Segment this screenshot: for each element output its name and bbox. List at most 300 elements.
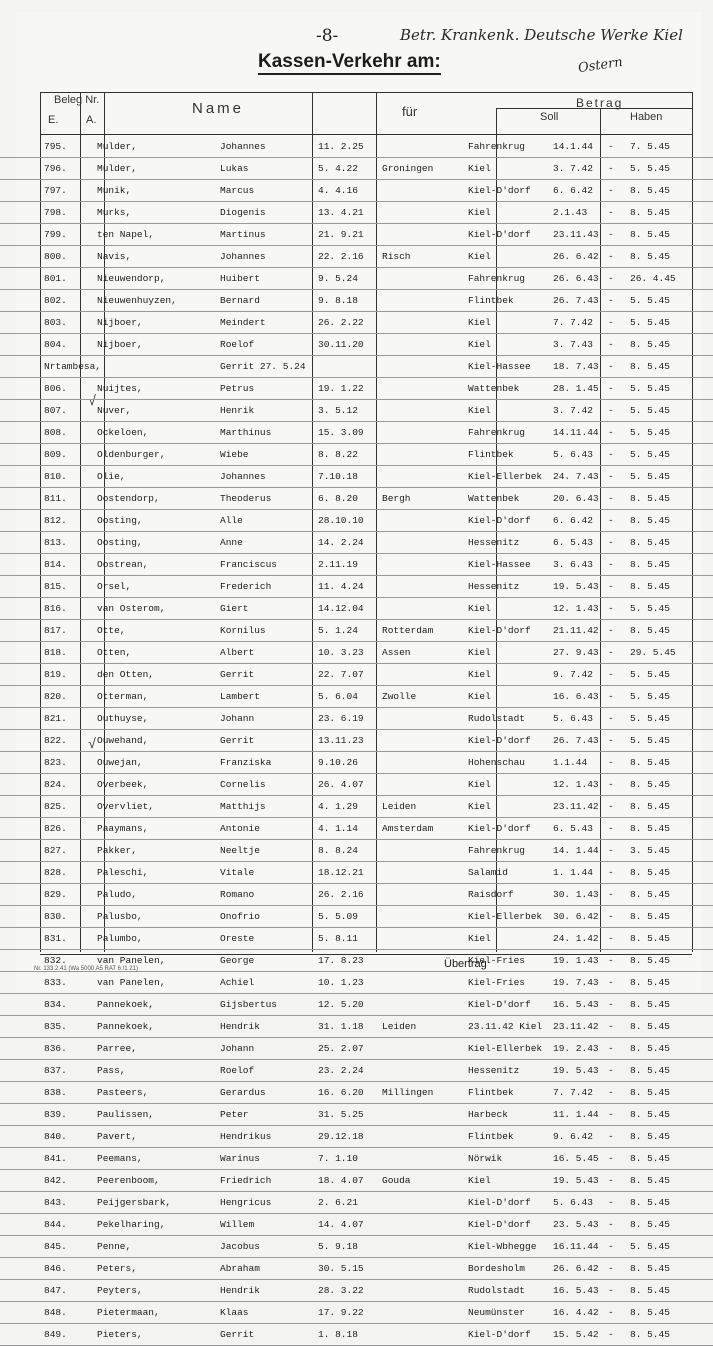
cell-soll: 3. 6.43 [553, 559, 593, 570]
header-bottom-rule [40, 134, 692, 135]
cell-dest: Fahrenkrug [468, 141, 526, 152]
cell-given: Jacobus [220, 1241, 260, 1252]
table-row [0, 774, 713, 796]
table-row [0, 268, 713, 290]
cell-haben: 8. 5.45 [630, 823, 670, 834]
cell-soll: 14.1.44 [553, 141, 593, 152]
cell-soll: 9. 6.42 [553, 1131, 593, 1142]
cell-given: George [220, 955, 255, 966]
col-haben: Haben [630, 111, 663, 123]
cell-soll: 26. 7.43 [553, 735, 599, 746]
cell-dest: Kiel [468, 933, 491, 944]
cell-sha: - [608, 1307, 614, 1318]
cell-num: 833. [44, 977, 67, 988]
cell-soll: 7. 7.42 [553, 317, 593, 328]
cell-date: 22. 2.16 [318, 251, 364, 262]
table-row [0, 202, 713, 224]
cell-dest: Kiel-D'dorf [468, 1219, 531, 1230]
cell-given: Achiel [220, 977, 255, 988]
cell-soll: 3. 7.43 [553, 339, 593, 350]
cell-date: 30. 5.15 [318, 1263, 364, 1274]
cell-soll: 7. 7.42 [553, 1087, 593, 1098]
cell-num: 809. [44, 449, 67, 460]
cell-given: Johannes [220, 251, 266, 262]
table-row [0, 1170, 713, 1192]
cell-sha: - [608, 1263, 614, 1274]
cell-surname: Peerenboom, [97, 1175, 160, 1186]
cell-given: Abraham [220, 1263, 260, 1274]
cell-soll: 3. 7.42 [553, 405, 593, 416]
cell-sha: - [608, 361, 614, 372]
cell-sha: - [608, 581, 614, 592]
cell-date: 2.11.19 [318, 559, 358, 570]
cell-given: Lambert [220, 691, 260, 702]
cell-haben: 5. 5.45 [630, 1241, 670, 1252]
cell-dest: Kiel-D'dorf [468, 823, 531, 834]
cell-date: 4. 1.29 [318, 801, 358, 812]
cell-num: 800. [44, 251, 67, 262]
cell-dest: Kiel [468, 647, 491, 658]
cell-sha: - [608, 1021, 614, 1032]
cell-num: 798. [44, 207, 67, 218]
cell-haben: 8. 5.45 [630, 537, 670, 548]
cell-dest: Hessenitz [468, 1065, 520, 1076]
cell-surname: Pavert, [97, 1131, 137, 1142]
cell-haben: 8. 5.45 [630, 1065, 670, 1076]
cell-sha: - [608, 1109, 614, 1120]
cell-date: 18.12.21 [318, 867, 364, 878]
cell-dest: Nörwik [468, 1153, 503, 1164]
cell-fuer: Millingen [382, 1087, 434, 1098]
cell-given: Hendrik [220, 1021, 260, 1032]
cell-surname: Murks, [97, 207, 132, 218]
header-top-rule [40, 92, 692, 93]
cell-dest: Kiel [468, 1175, 491, 1186]
cell-sha: - [608, 537, 614, 548]
cell-sha: - [608, 1285, 614, 1296]
cell-num: 825. [44, 801, 67, 812]
cell-num: 832. [44, 955, 67, 966]
cell-surname: Nijboer, [97, 339, 143, 350]
cell-dest: Kiel [468, 691, 491, 702]
cell-dest: Rudolstadt [468, 713, 526, 724]
cell-surname: Nuijtes, [97, 383, 143, 394]
table-row [0, 1236, 713, 1258]
cell-surname: Pannekoek, [97, 1021, 155, 1032]
cell-dest: Fahrenkrug [468, 845, 526, 856]
cell-given: Gerrit [220, 669, 255, 680]
table-row [0, 664, 713, 686]
cell-haben: 8. 5.45 [630, 515, 670, 526]
cell-num: 848. [44, 1307, 67, 1318]
cell-dest: Kiel-D'dorf [468, 515, 531, 526]
cell-date: 4. 4.16 [318, 185, 358, 196]
cell-given: Matthijs [220, 801, 266, 812]
cell-soll: 14. 1.44 [553, 845, 599, 856]
cell-fuer: Bergh [382, 493, 411, 504]
cell-soll: 5. 6.43 [553, 713, 593, 724]
cell-haben: 8. 5.45 [630, 977, 670, 988]
cell-soll: 19. 7.43 [553, 977, 599, 988]
cell-haben: 8. 5.45 [630, 559, 670, 570]
cell-num: 802. [44, 295, 67, 306]
cell-num: 829. [44, 889, 67, 900]
cell-num: 838. [44, 1087, 67, 1098]
cell-haben: 8. 5.45 [630, 999, 670, 1010]
cell-haben: 8. 5.45 [630, 251, 670, 262]
cell-sha: - [608, 185, 614, 196]
cell-surname: Oosting, [97, 537, 143, 548]
cell-date: 13. 4.21 [318, 207, 364, 218]
cell-dest: Kiel [468, 669, 491, 680]
cell-surname: Overvliet, [97, 801, 155, 812]
cell-soll: 23.11.42 [553, 1021, 599, 1032]
cell-haben: 5. 5.45 [630, 603, 670, 614]
cell-date: 21. 9.21 [318, 229, 364, 240]
cell-soll: 3. 7.42 [553, 163, 593, 174]
cell-given: Neeltje [220, 845, 260, 856]
table-row [0, 796, 713, 818]
cell-num: Nrtambesa, [44, 361, 102, 372]
cell-sha: - [608, 1219, 614, 1230]
cell-surname: Mulder, [97, 141, 137, 152]
cell-sha: - [608, 1131, 614, 1142]
table-row [0, 862, 713, 884]
table-row [0, 488, 713, 510]
cell-date: 23. 2.24 [318, 1065, 364, 1076]
cell-sha: - [608, 911, 614, 922]
table-row [0, 466, 713, 488]
cell-num: 796. [44, 163, 67, 174]
cell-num: 839. [44, 1109, 67, 1120]
cell-surname: Paleschi, [97, 867, 149, 878]
cell-soll: 16. 4.42 [553, 1307, 599, 1318]
cell-given: Anne [220, 537, 243, 548]
cell-num: 842. [44, 1175, 67, 1186]
cell-fuer: Risch [382, 251, 411, 262]
cell-date: 5. 5.09 [318, 911, 358, 922]
cell-soll: 23. 5.43 [553, 1219, 599, 1230]
cell-dest: Kiel-D'dorf [468, 735, 531, 746]
cell-soll: 16. 5.43 [553, 999, 599, 1010]
check-mark: √ [88, 394, 97, 410]
cell-dest: Raisdorf [468, 889, 514, 900]
col-a: A. [86, 114, 97, 126]
cell-sha: - [608, 647, 614, 658]
cell-soll: 2.1.43 [553, 207, 588, 218]
table-row [0, 224, 713, 246]
cell-given: Johann [220, 1043, 255, 1054]
uebertrag-label: Übertrag [444, 958, 487, 970]
cell-given: Marcus [220, 185, 255, 196]
table-row [0, 532, 713, 554]
cell-given: Roelof [220, 1065, 255, 1076]
cell-surname: Pass, [97, 1065, 126, 1076]
cell-date: 2. 6.21 [318, 1197, 358, 1208]
cell-given: Klaas [220, 1307, 249, 1318]
cell-dest: Kiel-Hassee [468, 361, 531, 372]
cell-num: 806. [44, 383, 67, 394]
cell-haben: 8. 5.45 [630, 1109, 670, 1120]
cell-sha: - [608, 515, 614, 526]
table-row [0, 730, 713, 752]
table-row [0, 708, 713, 730]
table-row [0, 356, 713, 378]
cell-surname: Peijgersbark, [97, 1197, 172, 1208]
cell-haben: 8. 5.45 [630, 1263, 670, 1274]
cell-haben: 5. 5.45 [630, 471, 670, 482]
cell-haben: 8. 5.45 [630, 1285, 670, 1296]
cell-given: Romano [220, 889, 255, 900]
cell-haben: 8. 5.45 [630, 1043, 670, 1054]
cell-soll: 19. 5.43 [553, 1175, 599, 1186]
cell-soll: 6. 6.42 [553, 185, 593, 196]
cell-sha: - [608, 1197, 614, 1208]
cell-sha: - [608, 339, 614, 350]
cell-dest: Kiel-D'dorf [468, 185, 531, 196]
cell-surname: Pekelharing, [97, 1219, 166, 1230]
cell-surname: Mulder, [97, 163, 137, 174]
table-row [0, 686, 713, 708]
cell-dest: Kiel-D'dorf [468, 229, 531, 240]
cell-surname: Munik, [97, 185, 132, 196]
cell-given: Marthinus [220, 427, 272, 438]
cell-num: 824. [44, 779, 67, 790]
cell-surname: Olie, [97, 471, 126, 482]
cell-given: Meindert [220, 317, 266, 328]
cell-given: Roelof [220, 339, 255, 350]
cell-dest: Flintbek [468, 1087, 514, 1098]
cell-num: 837. [44, 1065, 67, 1076]
table-row [0, 1192, 713, 1214]
cell-surname: Overbeek, [97, 779, 149, 790]
cell-date: 28.10.10 [318, 515, 364, 526]
table-row [0, 1104, 713, 1126]
cell-given: Gerrit [220, 735, 255, 746]
cell-given: Johann [220, 713, 255, 724]
page-title: Kassen-Verkehr am: [258, 51, 441, 75]
cell-sha: - [608, 163, 614, 174]
cell-sha: - [608, 801, 614, 812]
cell-num: 808. [44, 427, 67, 438]
cell-haben: 5. 5.45 [630, 713, 670, 724]
cell-surname: Nuver, [97, 405, 132, 416]
cell-soll: 18. 7.43 [553, 361, 599, 372]
cell-haben: 8. 5.45 [630, 933, 670, 944]
col-soll: Soll [540, 111, 559, 123]
cell-surname: Pieters, [97, 1329, 143, 1340]
cell-date: 16. 6.20 [318, 1087, 364, 1098]
cell-given: Huibert [220, 273, 260, 284]
cell-sha: - [608, 405, 614, 416]
table-row [0, 642, 713, 664]
cell-haben: 5. 5.45 [630, 427, 670, 438]
cell-sha: - [608, 889, 614, 900]
cell-dest: Kiel [468, 801, 491, 812]
cell-dest: Bordesholm [468, 1263, 526, 1274]
cell-given: Johannes [220, 471, 266, 482]
table-row [0, 576, 713, 598]
cell-date: 10. 1.23 [318, 977, 364, 988]
cell-given: Friedrich [220, 1175, 272, 1186]
cell-surname: Pannekoek, [97, 999, 155, 1010]
cell-haben: 8. 5.45 [630, 1307, 670, 1318]
cell-sha: - [608, 273, 614, 284]
cell-sha: - [608, 295, 614, 306]
table-row [0, 1038, 713, 1060]
cell-date: 9.10.26 [318, 757, 358, 768]
cell-surname: Nijboer, [97, 317, 143, 328]
table-row [0, 510, 713, 532]
cell-sha: - [608, 625, 614, 636]
cell-given: Johannes [220, 141, 266, 152]
cell-dest: Hessenitz [468, 581, 520, 592]
cell-date: 5. 6.04 [318, 691, 358, 702]
cell-sha: - [608, 955, 614, 966]
cell-haben: 26. 4.45 [630, 273, 676, 284]
cell-date: 11. 2.25 [318, 141, 364, 152]
cell-dest: Fahrenkrug [468, 427, 526, 438]
cell-surname: den Otten, [97, 669, 155, 680]
cell-surname: Ouwejan, [97, 757, 143, 768]
cell-date: 5. 8.11 [318, 933, 358, 944]
table-row [0, 290, 713, 312]
cell-soll: 26. 7.43 [553, 295, 599, 306]
cell-date: 8. 8.22 [318, 449, 358, 460]
cell-surname: Palumbo, [97, 933, 143, 944]
cell-haben: 5. 5.45 [630, 295, 670, 306]
cell-num: 814. [44, 559, 67, 570]
cell-haben: 8. 5.45 [630, 361, 670, 372]
cell-haben: 8. 5.45 [630, 207, 670, 218]
cell-soll: 6. 5.43 [553, 823, 593, 834]
cell-dest: Kiel [468, 603, 491, 614]
table-row [0, 312, 713, 334]
cell-num: 807. [44, 405, 67, 416]
cell-date: 26. 4.07 [318, 779, 364, 790]
cell-sha: - [608, 757, 614, 768]
cell-soll: 20. 6.43 [553, 493, 599, 504]
cell-surname: Navis, [97, 251, 132, 262]
cell-given: Lukas [220, 163, 249, 174]
cell-sha: - [608, 999, 614, 1010]
cell-date: 31. 1.18 [318, 1021, 364, 1032]
cell-dest: Kiel [468, 163, 491, 174]
table-row [0, 1214, 713, 1236]
cell-date: 25. 2.07 [318, 1043, 364, 1054]
cell-haben: 8. 5.45 [630, 229, 670, 240]
cell-sha: - [608, 1087, 614, 1098]
cell-soll: 6. 6.42 [553, 515, 593, 526]
col-e: E. [48, 114, 59, 126]
cell-haben: 5. 5.45 [630, 691, 670, 702]
cell-haben: 8. 5.45 [630, 493, 670, 504]
cell-haben: 5. 5.45 [630, 405, 670, 416]
cell-given: Gerrit 27. 5.24 [220, 361, 306, 372]
page-number: -8- [316, 26, 339, 46]
cell-haben: 8. 5.45 [630, 801, 670, 812]
table-row [0, 334, 713, 356]
table-row [0, 1148, 713, 1170]
handwritten-note: Betr. Krankenk. Deutsche Werke Kiel [400, 26, 683, 44]
cell-date: 3. 5.12 [318, 405, 358, 416]
cell-num: 845. [44, 1241, 67, 1252]
cell-soll: 5. 6.43 [553, 1197, 593, 1208]
table-row [0, 422, 713, 444]
cell-haben: 8. 5.45 [630, 1087, 670, 1098]
table-row [0, 180, 713, 202]
table-row [0, 752, 713, 774]
cell-surname: Palusbo, [97, 911, 143, 922]
cell-given: Antonie [220, 823, 260, 834]
table-row [0, 1126, 713, 1148]
cell-haben: 8. 5.45 [630, 757, 670, 768]
cell-date: 17. 8.23 [318, 955, 364, 966]
cell-num: 813. [44, 537, 67, 548]
table-row [0, 1016, 713, 1038]
cell-given: Oreste [220, 933, 255, 944]
cell-date: 26. 2.16 [318, 889, 364, 900]
cell-soll: 19. 5.43 [553, 1065, 599, 1076]
cell-sha: - [608, 1175, 614, 1186]
cell-num: 835. [44, 1021, 67, 1032]
cell-date: 15. 3.09 [318, 427, 364, 438]
cell-soll: 30. 6.42 [553, 911, 599, 922]
table-row [0, 444, 713, 466]
cell-sha: - [608, 669, 614, 680]
cell-soll: 16. 6.43 [553, 691, 599, 702]
cell-date: 18. 4.07 [318, 1175, 364, 1186]
cell-soll: 23.11.42 [553, 801, 599, 812]
cell-haben: 8. 5.45 [630, 1153, 670, 1164]
cell-surname: Otte, [97, 625, 126, 636]
cell-dest: Neumünster [468, 1307, 526, 1318]
cell-soll: 23.11.43 [553, 229, 599, 240]
handwritten-mark: Ostern [577, 54, 624, 77]
cell-soll: 27. 9.43 [553, 647, 599, 658]
cell-num: 823. [44, 757, 67, 768]
cell-haben: 8. 5.45 [630, 867, 670, 878]
cell-soll: 24. 7.43 [553, 471, 599, 482]
cell-num: 834. [44, 999, 67, 1010]
cell-soll: 16. 5.43 [553, 1285, 599, 1296]
cell-num: 847. [44, 1285, 67, 1296]
cell-haben: 8. 5.45 [630, 1329, 670, 1340]
cell-date: 12. 5.20 [318, 999, 364, 1010]
cell-num: 849. [44, 1329, 67, 1340]
cell-dest: Kiel-D'dorf [468, 625, 531, 636]
cell-dest: Flintbek [468, 449, 514, 460]
cell-fuer: Gouda [382, 1175, 411, 1186]
cell-date: 4. 1.14 [318, 823, 358, 834]
cell-haben: 8. 5.45 [630, 911, 670, 922]
cell-num: 810. [44, 471, 67, 482]
cell-haben: 5. 5.45 [630, 669, 670, 680]
table-row [0, 1302, 713, 1324]
check-mark: √ [88, 737, 97, 753]
cell-num: 819. [44, 669, 67, 680]
cell-sha: - [608, 779, 614, 790]
cell-date: 11. 4.24 [318, 581, 364, 592]
cell-fuer: Leiden [382, 1021, 417, 1032]
cell-date: 6. 8.20 [318, 493, 358, 504]
cell-given: Hengricus [220, 1197, 272, 1208]
cell-haben: 5. 5.45 [630, 163, 670, 174]
cell-dest: Kiel-Ellerbek [468, 1043, 543, 1054]
table-row [0, 1258, 713, 1280]
cell-dest: Kiel-D'dorf [468, 999, 531, 1010]
cell-surname: Nieuwendorp, [97, 273, 166, 284]
